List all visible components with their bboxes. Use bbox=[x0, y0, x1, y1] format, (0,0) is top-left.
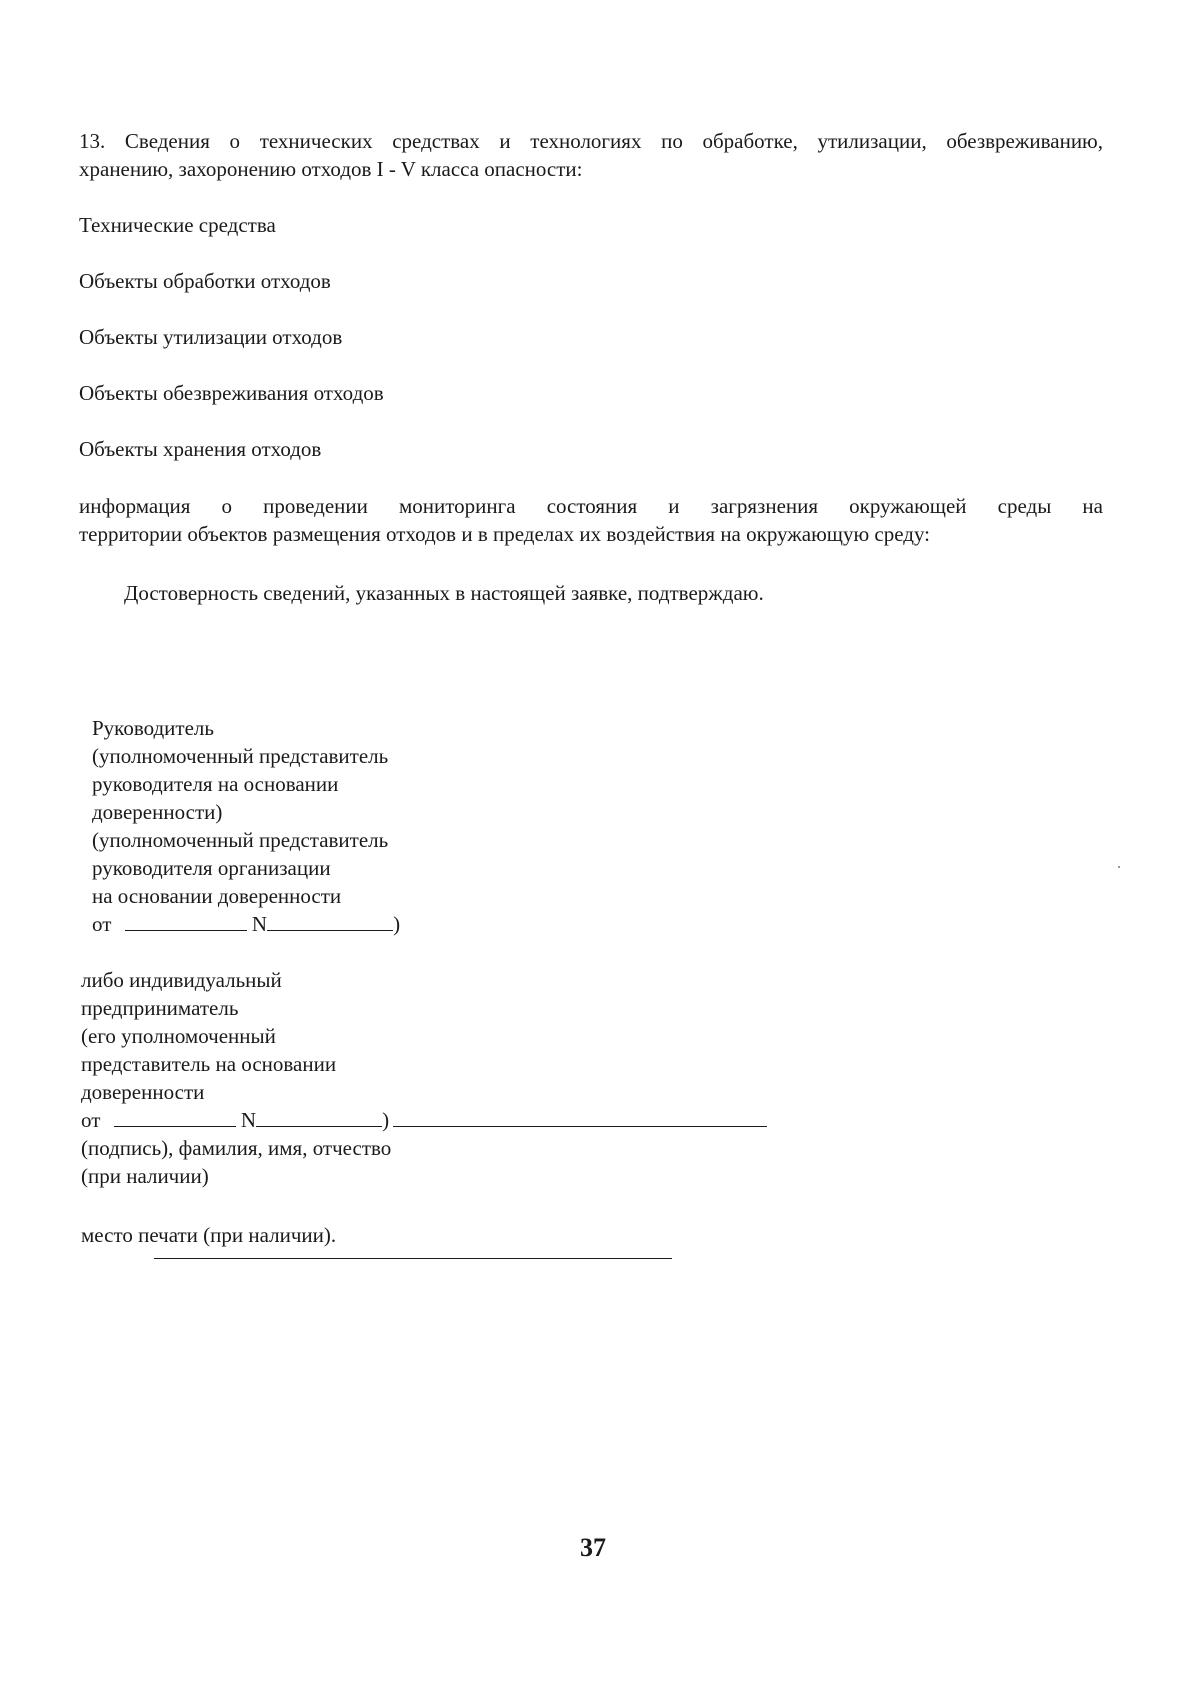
entrepreneur-number-label: N bbox=[240, 1108, 257, 1132]
head-line-5: (уполномоченный представитель bbox=[92, 828, 389, 852]
head-line-6: руководителя организации bbox=[92, 856, 331, 880]
item-storage-facilities: Объекты хранения отходов bbox=[79, 437, 322, 461]
entrepreneur-date-field[interactable] bbox=[114, 1106, 236, 1127]
signature-caption-line-1: (подпись), фамилия, имя, отчество bbox=[81, 1136, 392, 1160]
entrepreneur-line-5: доверенности bbox=[81, 1080, 205, 1104]
entrepreneur-line-1: либо индивидуальный bbox=[81, 968, 282, 992]
section-13-heading bbox=[79, 127, 1103, 183]
section-13-line-2: хранению, захоронению отходов I - V класса опасности: bbox=[79, 157, 583, 181]
signature-caption-line-2: (при наличии) bbox=[81, 1164, 209, 1188]
head-power-of-attorney-line bbox=[92, 910, 400, 938]
entrepreneur-line-2: предприниматель bbox=[81, 996, 239, 1020]
monitoring-line-2: территории объектов размещения отходов и в пределах их воздействия на окружающую среду: bbox=[79, 522, 931, 546]
entrepreneur-line-4: представитель на основании bbox=[81, 1052, 337, 1076]
head-line-2: (уполномоченный представитель bbox=[92, 744, 389, 768]
entrepreneur-power-of-attorney-line bbox=[81, 1106, 767, 1134]
item-neutralization-facilities: Объекты обезвреживания отходов bbox=[79, 381, 384, 405]
entrepreneur-line-3: (его уполномоченный bbox=[81, 1024, 276, 1048]
scan-speck bbox=[1118, 866, 1120, 868]
monitoring-line-1: информация о проведении мониторинга состояния и загрязнения окружающей среды на bbox=[79, 494, 1103, 518]
seal-rule bbox=[154, 1258, 672, 1259]
seal-label: место печати (при наличии). bbox=[81, 1223, 337, 1247]
entrepreneur-close-paren: ) bbox=[382, 1108, 390, 1132]
item-technical-means: Технические средства bbox=[79, 213, 276, 237]
item-processing-facilities: Объекты обработки отходов bbox=[79, 269, 331, 293]
head-line-3: руководителя на основании bbox=[92, 772, 339, 796]
signature-field[interactable] bbox=[393, 1106, 767, 1127]
entrepreneur-number-field[interactable] bbox=[256, 1106, 382, 1127]
page-number: 37 bbox=[580, 1533, 606, 1562]
confirmation-statement: Достоверность сведений, указанных в настоящей заявке, подтверждаю. bbox=[124, 581, 764, 605]
head-close-paren: ) bbox=[393, 912, 401, 936]
head-number-field[interactable] bbox=[267, 910, 393, 931]
monitoring-paragraph bbox=[79, 492, 1103, 548]
entrepreneur-from-label: от bbox=[81, 1108, 101, 1132]
head-date-field[interactable] bbox=[125, 910, 247, 931]
section-13-line-1: 13. Сведения о технических средствах и технологиях по обработке, утилизации, обезвреживанию, bbox=[79, 129, 1103, 153]
head-from-label: от bbox=[92, 912, 112, 936]
head-line-4: доверенности) bbox=[92, 800, 223, 824]
head-line-1: Руководитель bbox=[92, 716, 214, 740]
item-utilization-facilities: Объекты утилизации отходов bbox=[79, 325, 343, 349]
head-line-7: на основании доверенности bbox=[92, 884, 342, 908]
head-number-label: N bbox=[251, 912, 268, 936]
